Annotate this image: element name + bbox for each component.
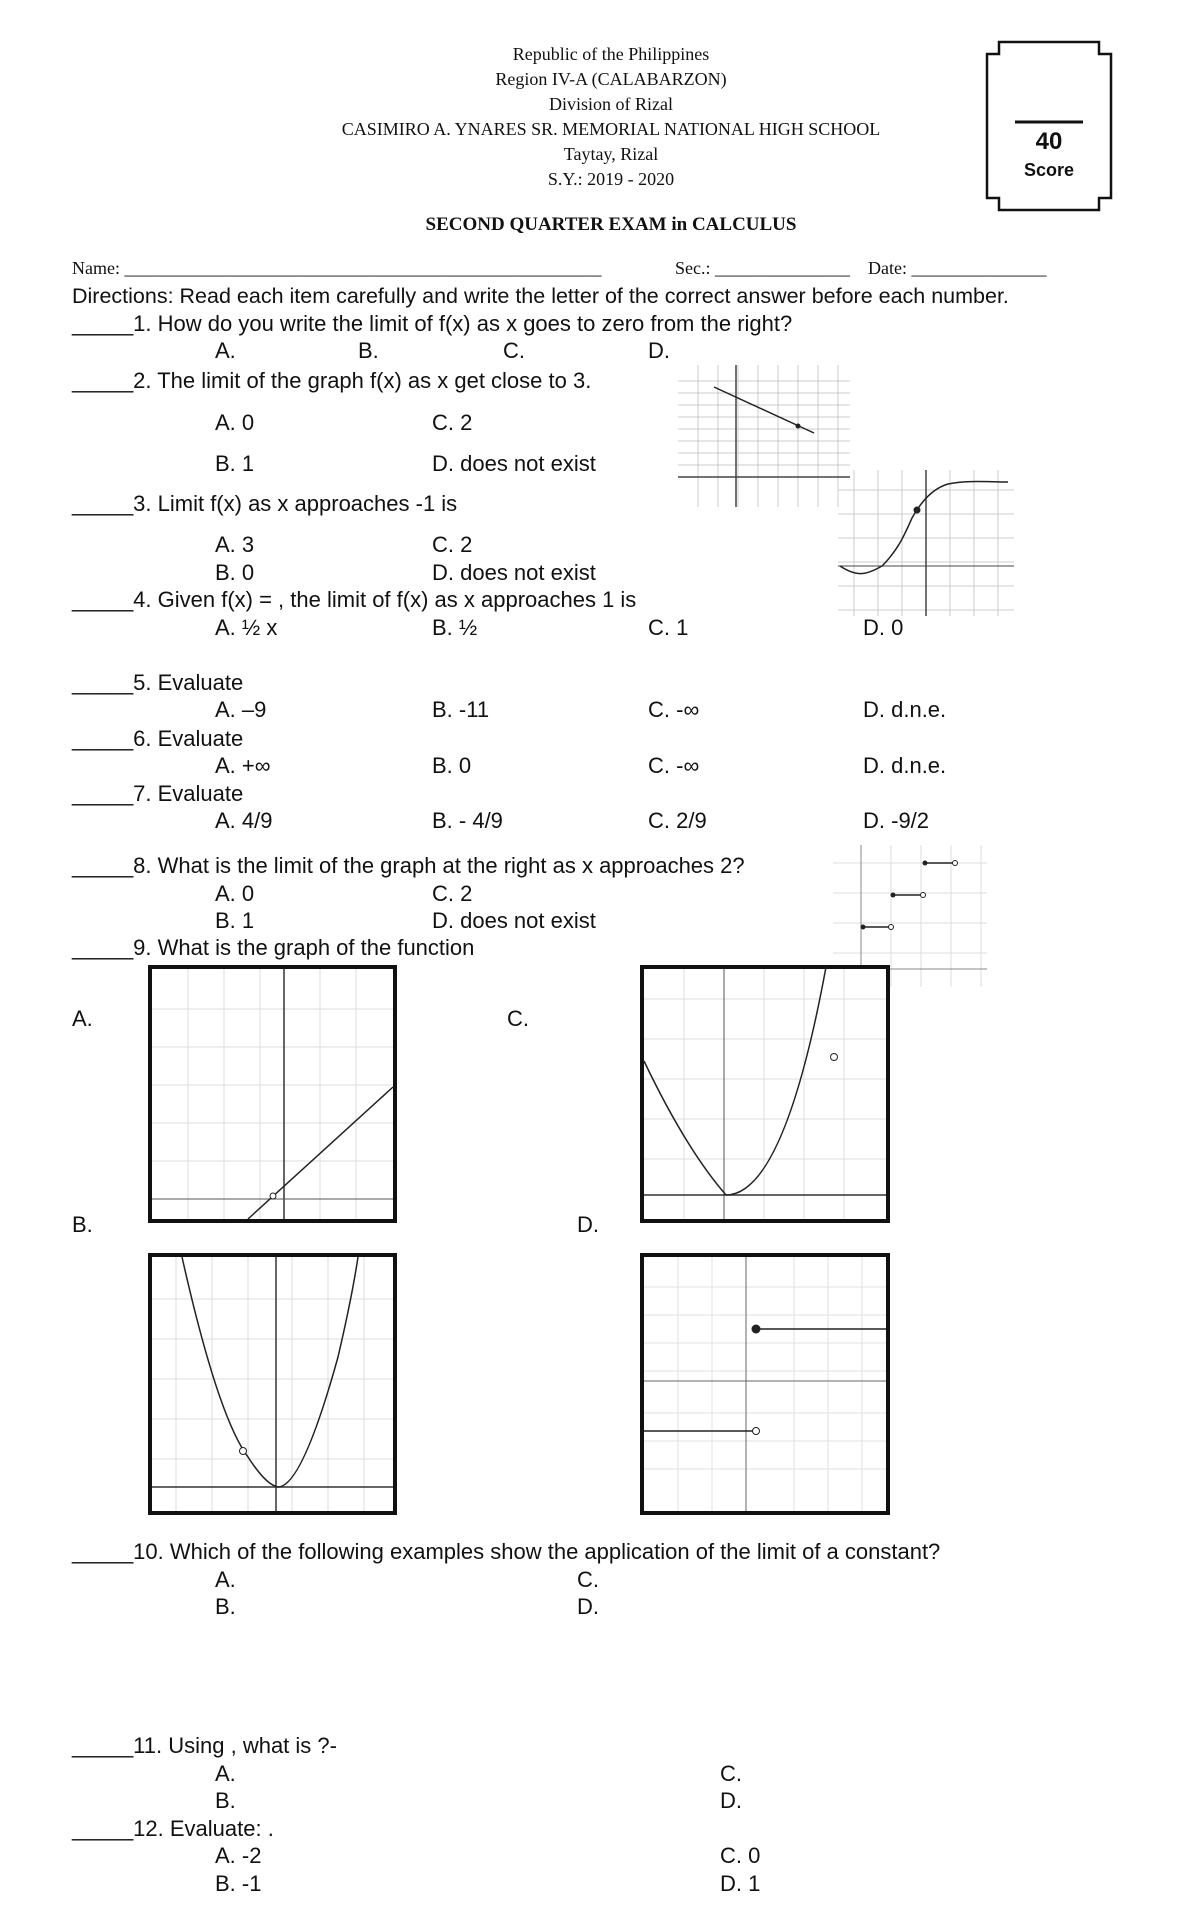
- directions: Directions: Read each item carefully and write the letter of the correct answer before each number.: [72, 284, 1009, 308]
- q1-option-a: A.: [215, 338, 236, 363]
- name-field[interactable]: Name: _____________________________________________________: [72, 258, 602, 278]
- q9-graph-d-plot: [644, 1257, 886, 1511]
- q11-option-d: D.: [720, 1788, 742, 1813]
- q5-option-a: A. –9: [215, 697, 267, 722]
- question-3: _____3. Limit f(x) as x approaches -1 is: [72, 491, 458, 516]
- question-12: _____12. Evaluate: .: [72, 1816, 274, 1841]
- q9-graph-b-plot: [152, 1257, 393, 1511]
- q9-graph-a-plot: [152, 969, 393, 1219]
- q3-option-d: D. does not exist: [432, 560, 596, 585]
- q5-option-c: C. -∞: [648, 697, 700, 722]
- question-2: _____2. The limit of the graph f(x) as x get close to 3.: [72, 368, 592, 393]
- question-7: _____7. Evaluate: [72, 781, 244, 806]
- q4-option-b: B. ½: [432, 615, 478, 640]
- question-11: _____11. Using , what is ?-: [72, 1733, 337, 1758]
- q1-option-c: C.: [503, 338, 525, 363]
- header-line-region: Region IV-A (CALABARZON): [495, 69, 727, 89]
- q9-graph-c: [640, 965, 890, 1223]
- q12-option-d: D. 1: [720, 1871, 761, 1896]
- q6-option-c: C. -∞: [648, 753, 700, 778]
- q11-option-c: C.: [720, 1761, 742, 1786]
- q2-option-b: B. 1: [215, 451, 255, 476]
- q3-graph: [838, 470, 1014, 616]
- q9-graph-d: [640, 1253, 890, 1515]
- q8-option-b: B. 1: [215, 908, 255, 933]
- q9-graph-b: [148, 1253, 397, 1515]
- q8-option-c: C. 2: [432, 881, 473, 906]
- q9-option-a: A.: [72, 1006, 93, 1031]
- q3-option-a: A. 3: [215, 532, 255, 557]
- q9-graph-c-plot: [644, 969, 886, 1219]
- header-line-school-year: S.Y.: 2019 - 2020: [547, 169, 675, 189]
- score-box: [985, 40, 1113, 212]
- q8-option-a: A. 0: [215, 881, 255, 906]
- q10-option-a: A.: [215, 1567, 236, 1592]
- q9-option-b: B.: [72, 1212, 93, 1237]
- q7-option-d: D. -9/2: [863, 808, 930, 833]
- q2-option-c: C. 2: [432, 410, 473, 435]
- header-line-republic: Republic of the Philippines: [512, 44, 710, 64]
- section-field[interactable]: Sec.: _______________: [675, 258, 850, 278]
- q11-option-a: A.: [215, 1761, 236, 1786]
- exam-title: SECOND QUARTER EXAM in CALCULUS: [425, 214, 797, 235]
- question-8: _____8. What is the limit of the graph at the right as x approaches 2?: [72, 853, 745, 878]
- question-1: _____1. How do you write the limit of f(x) as x goes to zero from the right?: [72, 311, 793, 336]
- q3-option-b: B. 0: [215, 560, 255, 585]
- q4-option-d: D. 0: [863, 615, 904, 640]
- question-9: _____9. What is the graph of the function: [72, 935, 475, 960]
- q2-option-a: A. 0: [215, 410, 255, 435]
- q10-option-c: C.: [577, 1567, 599, 1592]
- q12-option-b: B. -1: [215, 1871, 262, 1896]
- question-10: _____10. Which of the following examples show the application of the limit of a constant?: [72, 1539, 941, 1564]
- q9-graph-a: [148, 965, 397, 1223]
- q9-option-d: D.: [577, 1212, 599, 1237]
- score-label: Score: [1023, 160, 1075, 180]
- q12-option-a: A. -2: [215, 1843, 262, 1868]
- question-6: _____6. Evaluate: [72, 726, 244, 751]
- q3-option-c: C. 2: [432, 532, 473, 557]
- q5-option-d: D. d.n.e.: [863, 697, 947, 722]
- q10-option-b: B.: [215, 1594, 236, 1619]
- q4-option-a: A. ½ x: [215, 615, 278, 640]
- q9-option-c: C.: [507, 1006, 529, 1031]
- q7-option-c: C. 2/9: [648, 808, 707, 833]
- q4-option-c: C. 1: [648, 615, 689, 640]
- q2-option-d: D. does not exist: [432, 451, 596, 476]
- q6-option-b: B. 0: [432, 753, 472, 778]
- q7-option-a: A. 4/9: [215, 808, 273, 833]
- q6-option-d: D. d.n.e.: [863, 753, 947, 778]
- score-total: 40: [1035, 128, 1063, 155]
- header-line-school: CASIMIRO A. YNARES SR. MEMORIAL NATIONAL HIGH SCHOOL: [341, 119, 881, 139]
- q10-option-d: D.: [577, 1594, 599, 1619]
- q2-graph: [678, 365, 850, 507]
- question-5: _____5. Evaluate: [72, 670, 244, 695]
- q8-option-d: D. does not exist: [432, 908, 596, 933]
- q6-option-a: A. +∞: [215, 753, 271, 778]
- q12-option-c: C. 0: [720, 1843, 761, 1868]
- score-box-frame: [985, 40, 1113, 212]
- q7-option-b: B. - 4/9: [432, 808, 503, 833]
- q1-option-b: B.: [358, 338, 379, 363]
- q5-option-b: B. -11: [432, 697, 490, 722]
- question-4: _____4. Given f(x) = , the limit of f(x) as x approaches 1 is: [72, 587, 637, 612]
- q1-option-d: D.: [648, 338, 670, 363]
- q11-option-b: B.: [215, 1788, 236, 1813]
- header-line-town: Taytay, Rizal: [563, 144, 659, 164]
- date-field[interactable]: Date: _______________: [868, 258, 1047, 278]
- header-line-division: Division of Rizal: [549, 94, 673, 114]
